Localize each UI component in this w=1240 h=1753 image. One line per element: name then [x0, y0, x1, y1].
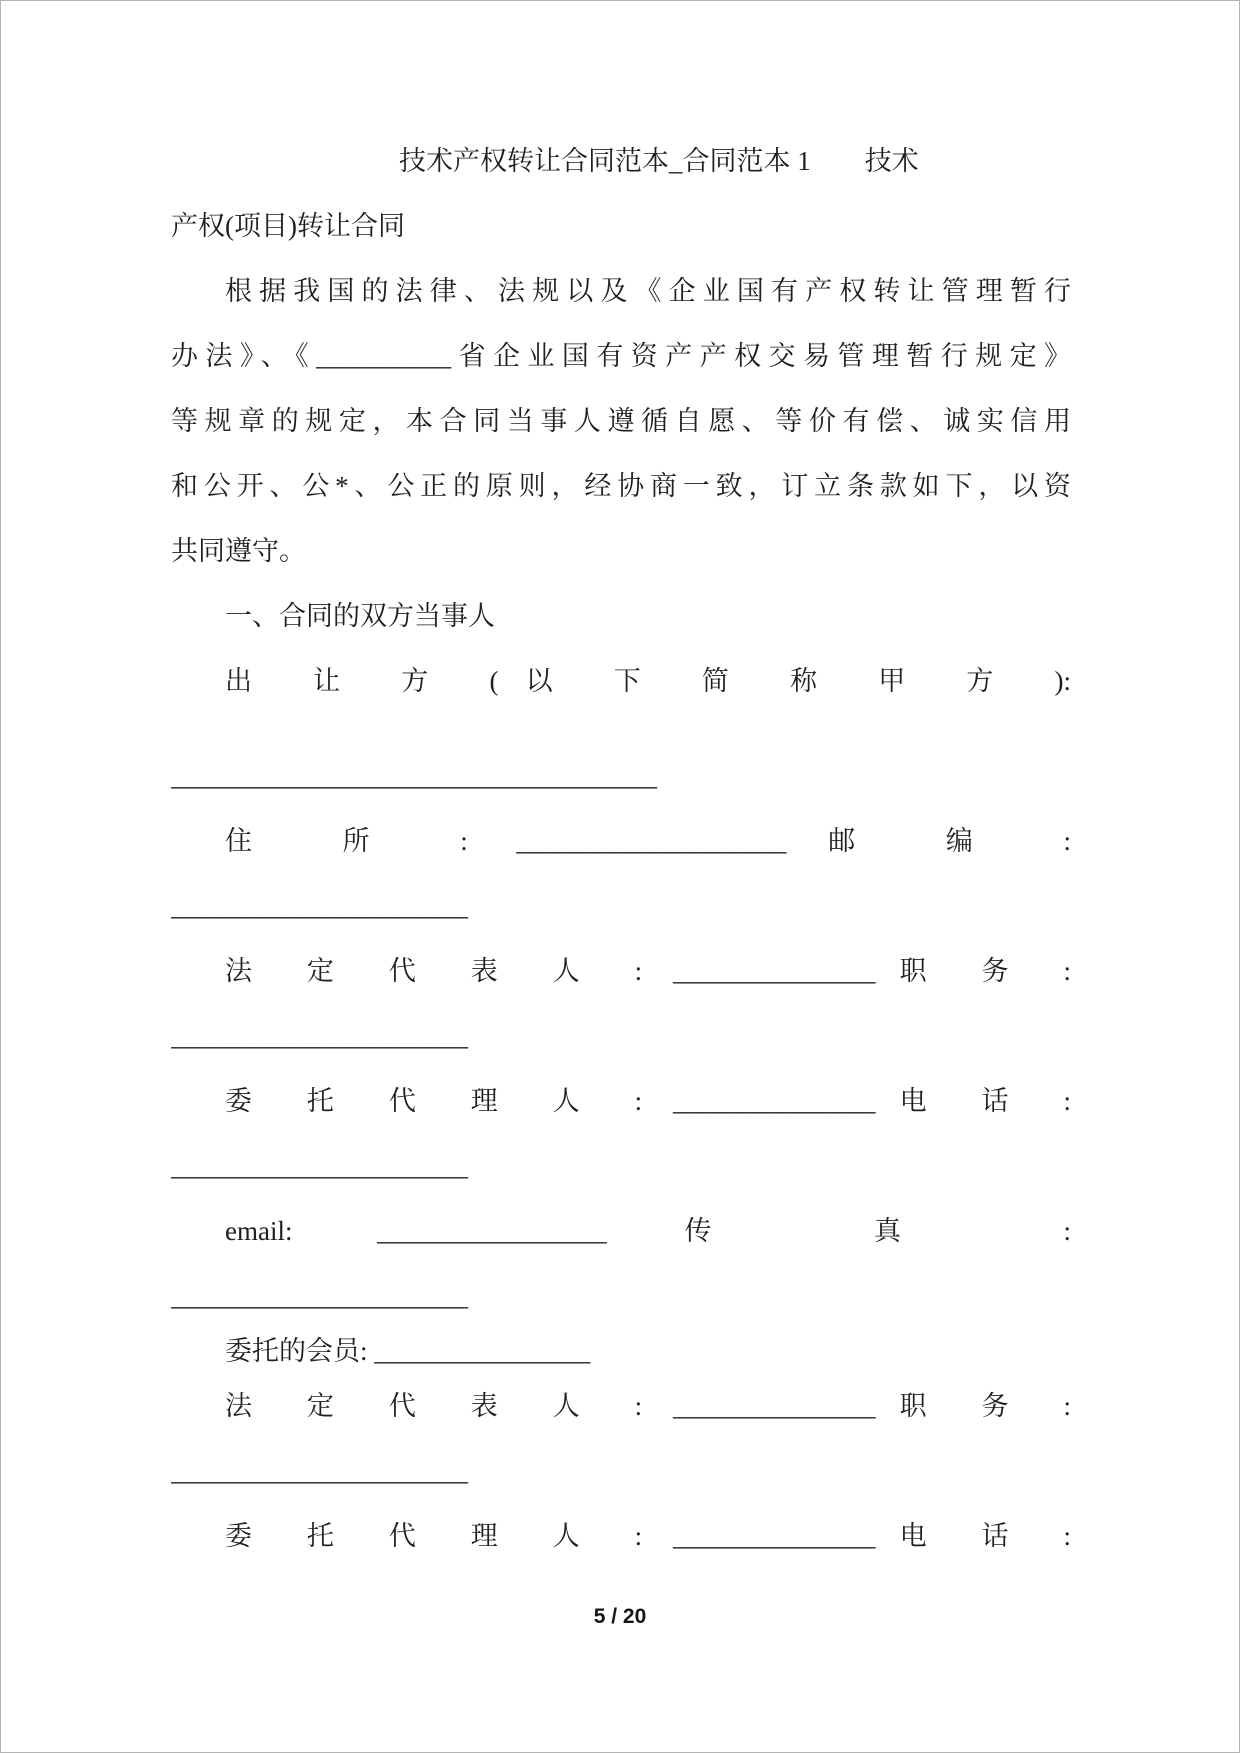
- section-heading: 一、合同的双方当事人: [225, 601, 495, 631]
- blank-underline: ____________________________________: [171, 761, 657, 791]
- title-line-1: 技术产权转让合同范本_合同范本 1 技术: [399, 146, 919, 176]
- form-row-legal-rep: 法 定 代 表 人 : _______________职 务 :: [225, 956, 1071, 986]
- page-number: 5 / 20: [593, 1605, 647, 1628]
- form-row-agent: 委 托 代 理 人 : _______________电 话 :: [225, 1086, 1071, 1116]
- blank-underline: ______________________: [171, 1021, 468, 1051]
- preamble-line-1: 根据我国的法律、法规以及《企业国有产权转让管理暂行: [225, 276, 1071, 306]
- preamble-line-4: 和公开、公*、公正的原则，经协商一致，订立条款如下，以资: [171, 471, 1071, 501]
- form-row-legal-rep: 法 定 代 表 人 : _______________职 务 :: [225, 1391, 1071, 1421]
- blank-underline: ______________________: [171, 1456, 468, 1486]
- form-row-transferor: 出 让 方 (以 下 简 称 甲 方 ):: [225, 666, 1071, 696]
- preamble-line-3: 等规章的规定，本合同当事人遵循自愿、等价有偿、诚实信用: [171, 406, 1071, 436]
- blank-underline: ______________________: [171, 1281, 468, 1311]
- preamble-line-5: 共同遵守。: [171, 536, 306, 566]
- form-row-member: 委托的会员: ________________: [225, 1336, 591, 1366]
- form-row-agent: 委 托 代 理 人 : _______________电 话 :: [225, 1521, 1071, 1551]
- form-row-email: email: _________________传 真 :: [225, 1216, 1071, 1246]
- preamble-line-2: 办法》、《__________省企业国有资产产权交易管理暂行规定》: [171, 341, 1071, 371]
- title-line-2: 产权(项目)转让合同: [171, 211, 405, 241]
- form-row-address: 住 所 : ____________________邮 编 :: [225, 826, 1071, 856]
- document-body: [1, 1, 1240, 1569]
- blank-underline: ______________________: [171, 1151, 468, 1181]
- blank-underline: ______________________: [171, 891, 468, 921]
